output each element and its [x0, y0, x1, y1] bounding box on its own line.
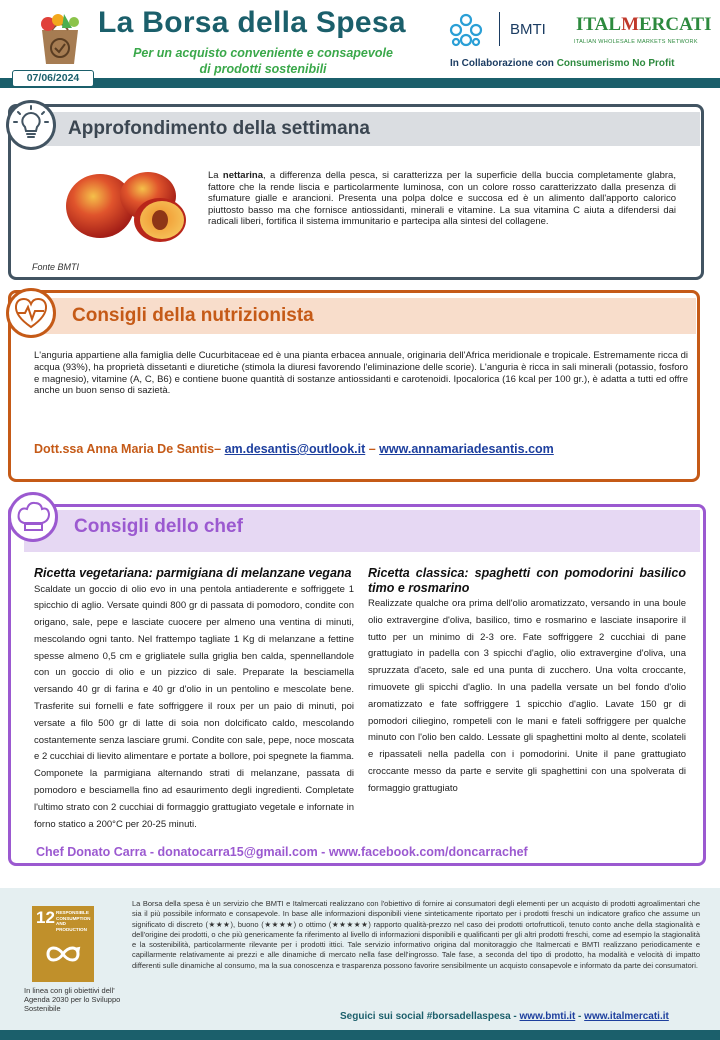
signature-separator: –: [214, 442, 225, 456]
nutrition-section-title: Consigli della nutrizionista: [72, 305, 314, 326]
sdg-label: RESPONSIBLE CONSUMPTION AND PRODUCTION: [56, 910, 91, 932]
nectarine-image: [60, 168, 190, 246]
italmercati-logo: ITALMERCATI: [576, 14, 712, 35]
recipe-vegetarian-title: Ricetta vegetariana: parmigiana di melanzane vegana: [34, 566, 352, 580]
footer-rule: [0, 1030, 720, 1040]
shopping-bag-logo-icon: [34, 10, 86, 66]
issue-date: 07/06/2024: [12, 70, 94, 87]
chef-email[interactable]: donatocarra15@gmail.com: [157, 845, 318, 859]
page-header: [0, 0, 720, 92]
italmercati-tagline: ITALIAN WHOLESALE MARKETS NETWORK: [574, 39, 698, 45]
footer-disclaimer: La Borsa della spesa è un servizio che BMTI e Italmercati realizzano con l'obiettivo di fornire ai consumatori degli elementi per un acquisto di prodotti agroalimentari che sia il più possibile informato e consapevole. In base alle informazioni disponibili viene sinteticamente riportato per i prodotti freschi un indicatore grafico che assume un significato di discreto (★★★), buono (★★★★) o ottimo (★★★★★) rapporto qualità-prezzo nel caso dei prodotti ortofrutticoli, tenuto conto anche della stagionalità e dell'origine dei prodotti, o che più genericamente fa riferimento al livello di informazioni disponibili e qualificanti per gli altri prodotti freschi, come ad esempio la stagionalità e la sostenibilità, particolarmente rilevante per i prodotti ittici. Tale servizio informativo origina dal monitoraggio che Italmercati e BMTI realizzano periodicamente e capillarmente relativamente ai prezzi e alle dinamiche di mercato nella fase dell'ingrosso. Tale fase, a seconda del tipo di prodotto, ha modalità e velocità di impatto differenti sulle dinamiche al consumo, ma la sua conoscenza e trasparenza possono favorire sensibilmente un acquisto consapevole e informato da parte dei consumatori.: [132, 899, 700, 970]
nutritionist-website-link[interactable]: www.annamariadesantis.com: [379, 442, 554, 456]
chef-facebook[interactable]: www.facebook.com/doncarrachef: [328, 845, 528, 859]
week-icon-badge: [6, 100, 56, 150]
recipe-classic: [368, 566, 686, 798]
page-subtitle: [98, 45, 428, 77]
week-section-text: [208, 170, 676, 228]
page-title: La Borsa della Spesa: [98, 6, 406, 39]
signature-separator: –: [365, 442, 380, 456]
week-section-title: Approfondimento della settimana: [68, 118, 370, 139]
italmercati-logo-accent: M: [621, 14, 639, 35]
italmercati-link[interactable]: www.italmercati.it: [584, 1011, 669, 1022]
nutrition-section-text: L'anguria appartiene alla famiglia delle Cucurbitaceae ed è una pianta erbacea annuale, originaria dell'Africa meridionale e tropicale. Estremamente ricca di acqua (93%), ha proprietà dissetanti e diuretiche (stimola la diuresi favorendo l'eliminazione delle scorie). L'anguria è ricca in sali minerali (potassio, fosforo e magnesio), vitamine (A, C, B6) e contiene buone quantità di sostanze antiossidanti e carotenoidi. Ipocalorica (16 kcal per 100 gr.), è adatta a tutti ed offre anche un buon senso di sazietà.: [34, 350, 688, 397]
recipe-vegetarian-text: Scaldate un goccio di olio evo in una pentola antiaderente e soffriggete 1 spicchio di aglio. Versate quindi 800 gr di passata di pomodoro, condite con origano, sale, pepe e lasciate cuocere per almeno una ventina di minuti, mescolando ogni tanto. Nel frattempo tagliate 1 Kg di melanzane a fettine spesse almeno 0,5 cm e grigliatele sulla griglia ben calda, spennellandole con un goccio di olio e un pizzico di sale. Preparate la besciamella versando 40 gr di farina e 40 gr d'olio in un pentolino e mescolate bene. Trasferite sui fornelli e fate soffriggere il roux per un paio di minuti, poi versate a filo 500 gr di latte di soia non dolcificato caldo, mescolando costantemente senza lasciare grumi. Condite con sale, pepe, noce moscata e 2 cucchiai di lievito alimentare e portate a bollore, poi spegnete la fiamma. Componete la parmigiana alternando strati di melanzane, passata di pomodoro e besciamella fino ad esaurimento degli ingredienti. Completate l'ultimo strato con 2 cucchiai di formaggio grattugiato vegetale e infornate in forno statico a 200°C per 20-25 minuti.: [34, 583, 354, 830]
collab-prefix: In Collaborazione con: [450, 58, 554, 69]
infinity-icon: [42, 936, 84, 972]
logo-separator: [499, 12, 500, 46]
subtitle-line-2: di prodotti sostenibili: [199, 62, 327, 76]
lightbulb-icon: [9, 103, 53, 147]
collab-partner: Consumerismo No Profit: [556, 58, 675, 69]
chef-icon-badge: [8, 492, 58, 542]
social-prefix: Seguici sui social #borsadellaspesa -: [340, 1011, 520, 1022]
sdg-badge: [32, 906, 94, 982]
heart-pulse-icon: [9, 291, 53, 335]
chef-signature: [36, 845, 528, 859]
signature-separator: -: [146, 845, 158, 859]
sdg-caption: In linea con gli obiettivi dell' Agenda 2030 per lo Sviluppo Sostenibile: [24, 986, 121, 1013]
collaboration-note: [450, 58, 674, 69]
nutritionist-name: Dott.ssa Anna Maria De Santis: [34, 442, 215, 456]
signature-separator: -: [317, 845, 329, 859]
bmti-link[interactable]: www.bmti.it: [519, 1011, 576, 1022]
recipe-classic-text: Realizzate qualche ora prima dell'olio aromatizzato, versando in una boule olio extravergine d'oliva, basilico, timo e rosmarino e lasciate insaporire il tutto per un minimo di 2-3 ore. Fate soffriggere 2 cucchiai di pane grattugiato in padella con 3 spicchi d'aglio, olio extravergine d'oliva, una spruzzata d'aceto, sale ed una punta di zucchero. Una volta croccante, rimuovete gli spicchi d'aglio. In una padella versate un bel fondo d'olio aromatizzato e fate soffriggere 1 spicchio d'aglio. Lavate 150 gr di pomodori ciliegino, rompeteli con le mani e fateli soffriggere per qualche minuto con l'olio ben caldo. Lessate gli spaghettini molto al dente, scolateli e ripassateli nella padella con i pomodorini. Unite il pane grattugiato croccante messo da parte e servite gli spaghettini con una spolverata di formaggio grattugiato: [368, 598, 686, 794]
chef-hat-icon: [11, 495, 55, 539]
nutritionist-signature: [34, 442, 554, 456]
recipe-classic-title: Ricetta classica: spaghetti con pomodorini basilico timo e rosmarino: [368, 566, 686, 595]
social-separator: -: [575, 1011, 585, 1022]
week-text-keyword: nettarina: [222, 170, 264, 181]
nutrition-icon-badge: [6, 288, 56, 338]
footer-social: [340, 1011, 669, 1022]
week-section-source: Fonte BMTI: [32, 262, 80, 272]
nutritionist-email-link[interactable]: am.desantis@outlook.it: [224, 442, 366, 456]
recipe-vegetarian: [34, 566, 354, 833]
week-text-body: , a differenza della pesca, si caratterizza per la superficie della buccia completamente glabra, fattore che la rende liscia e particolarmente luminosa, con un colore rosso caratterizzato dalla presenza di sfumature gialle e arancioni. Presenta una polpa dolce e succosa ed è un alimento dall'apporto calorico piuttosto basso ma che fornisce antiossidanti, minerali e vitamine. La sua vitamina C aiuta a difendersi dai radicali liberi, fortifica il sistema immunitario e partecipa alla sintesi del collagene.: [208, 170, 676, 228]
subtitle-line-1: Per un acquisto conveniente e consapevole: [133, 46, 393, 60]
week-text-intro: La: [208, 170, 223, 181]
chef-name: Chef Donato Carra: [36, 845, 147, 859]
chef-section-title: Consigli dello chef: [74, 516, 243, 537]
header-rule: [0, 78, 720, 88]
bmti-logo-text: BMTI: [510, 21, 546, 38]
sdg-number: 12: [36, 908, 55, 927]
